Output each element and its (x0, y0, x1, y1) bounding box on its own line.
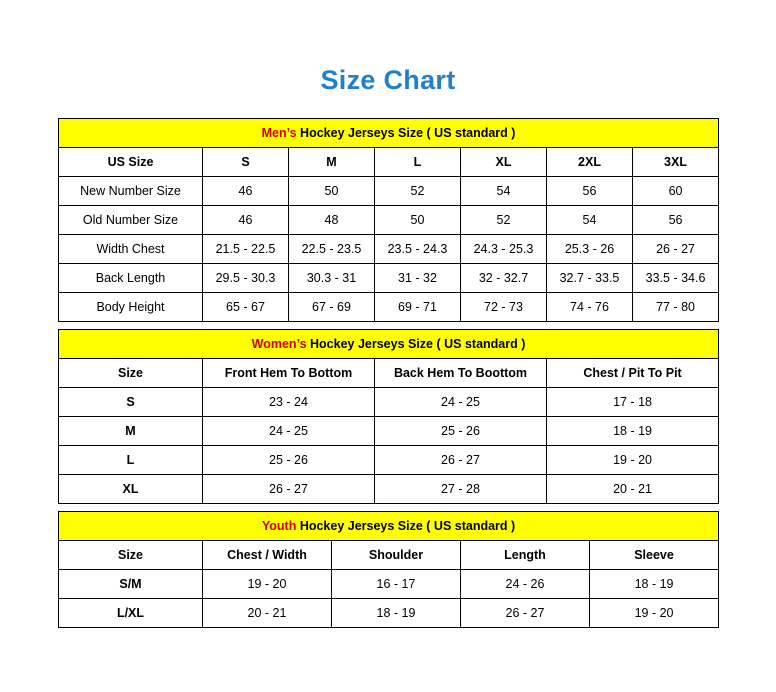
table-cell: 25 - 26 (375, 417, 547, 446)
youth-col-header: Chest / Width (203, 541, 332, 570)
youth-col-header: Shoulder (332, 541, 461, 570)
table-cell: 74 - 76 (547, 293, 633, 322)
youth-banner-rest: Hockey Jerseys Size ( US standard ) (296, 519, 516, 533)
womens-banner-rest: Hockey Jerseys Size ( US standard ) (306, 337, 526, 351)
table-cell: 26 - 27 (633, 235, 719, 264)
table-cell: 25 - 26 (203, 446, 375, 475)
row-label: Back Length (59, 264, 203, 293)
table-row (59, 446, 719, 475)
size-label: M (59, 417, 203, 446)
youth-col-header: Size (59, 541, 203, 570)
table-cell: 19 - 20 (203, 570, 332, 599)
womens-banner-highlight: Women’s (251, 337, 307, 351)
page-title: Size Chart (320, 65, 456, 95)
table-cell: 26 - 27 (203, 475, 375, 504)
mens-col-header: M (289, 148, 375, 177)
table-cell: 19 - 20 (590, 599, 719, 628)
table-cell: 56 (547, 177, 633, 206)
table-cell: 50 (289, 177, 375, 206)
youth-size-table (58, 511, 719, 628)
mens-banner-highlight: Men’s (261, 126, 297, 140)
table-cell: 24 - 25 (203, 417, 375, 446)
table-row (59, 570, 719, 599)
table-cell: 67 - 69 (289, 293, 375, 322)
table-cell: 16 - 17 (332, 570, 461, 599)
mens-header-row (59, 148, 719, 177)
table-cell: 32 - 32.7 (461, 264, 547, 293)
table-cell: 22.5 - 23.5 (289, 235, 375, 264)
womens-banner-row (59, 330, 719, 359)
table-cell: 24 - 26 (461, 570, 590, 599)
womens-col-header: Front Hem To Bottom (203, 359, 375, 388)
mens-col-header: 2XL (547, 148, 633, 177)
womens-header-row (59, 359, 719, 388)
mens-banner-row (59, 119, 719, 148)
table-cell: 50 (375, 206, 461, 235)
table-cell: 54 (547, 206, 633, 235)
youth-banner-highlight: Youth (261, 519, 297, 533)
table-cell: 26 - 27 (375, 446, 547, 475)
table-cell: 23.5 - 24.3 (375, 235, 461, 264)
table-cell: 52 (461, 206, 547, 235)
mens-col-header: XL (461, 148, 547, 177)
womens-col-header: Chest / Pit To Pit (547, 359, 719, 388)
size-label: S/M (59, 570, 203, 599)
size-label: XL (59, 475, 203, 504)
table-cell: 18 - 19 (332, 599, 461, 628)
womens-size-table (58, 329, 719, 504)
mens-col-header: L (375, 148, 461, 177)
youth-col-header: Sleeve (590, 541, 719, 570)
table-cell: 20 - 21 (547, 475, 719, 504)
youth-header-row (59, 541, 719, 570)
mens-banner-rest: Hockey Jerseys Size ( US standard ) (296, 126, 516, 140)
table-row (59, 206, 719, 235)
table-cell: 20 - 21 (203, 599, 332, 628)
table-cell: 18 - 19 (547, 417, 719, 446)
table-cell: 25.3 - 26 (547, 235, 633, 264)
table-cell: 69 - 71 (375, 293, 461, 322)
table-cell: 30.3 - 31 (289, 264, 375, 293)
table-cell: 27 - 28 (375, 475, 547, 504)
table-row (59, 599, 719, 628)
table-cell: 17 - 18 (547, 388, 719, 417)
size-chart-tables (58, 118, 718, 628)
mens-col-header: S (203, 148, 289, 177)
youth-banner (59, 512, 719, 541)
table-cell: 65 - 67 (203, 293, 289, 322)
row-label: New Number Size (59, 177, 203, 206)
table-row (59, 388, 719, 417)
table-row (59, 475, 719, 504)
table-cell: 23 - 24 (203, 388, 375, 417)
table-cell: 77 - 80 (633, 293, 719, 322)
table-cell: 46 (203, 177, 289, 206)
mens-col-header: 3XL (633, 148, 719, 177)
womens-col-header: Size (59, 359, 203, 388)
size-label: L (59, 446, 203, 475)
table-cell: 19 - 20 (547, 446, 719, 475)
size-label: S (59, 388, 203, 417)
table-cell: 18 - 19 (590, 570, 719, 599)
row-label: Old Number Size (59, 206, 203, 235)
mens-banner (59, 119, 719, 148)
table-cell: 46 (203, 206, 289, 235)
mens-col-header: US Size (59, 148, 203, 177)
table-cell: 32.7 - 33.5 (547, 264, 633, 293)
table-cell: 24.3 - 25.3 (461, 235, 547, 264)
table-row (59, 264, 719, 293)
table-cell: 52 (375, 177, 461, 206)
row-label: Body Height (59, 293, 203, 322)
table-row (59, 417, 719, 446)
size-label: L/XL (59, 599, 203, 628)
table-row (59, 177, 719, 206)
table-cell: 31 - 32 (375, 264, 461, 293)
womens-col-header: Back Hem To Boottom (375, 359, 547, 388)
table-cell: 29.5 - 30.3 (203, 264, 289, 293)
table-cell: 54 (461, 177, 547, 206)
mens-size-table (58, 118, 719, 322)
table-cell: 33.5 - 34.6 (633, 264, 719, 293)
youth-col-header: Length (461, 541, 590, 570)
table-cell: 24 - 25 (375, 388, 547, 417)
table-cell: 21.5 - 22.5 (203, 235, 289, 264)
table-cell: 60 (633, 177, 719, 206)
table-row (59, 235, 719, 264)
youth-banner-row (59, 512, 719, 541)
table-row (59, 293, 719, 322)
table-cell: 56 (633, 206, 719, 235)
table-cell: 72 - 73 (461, 293, 547, 322)
womens-banner (59, 330, 719, 359)
table-cell: 26 - 27 (461, 599, 590, 628)
table-cell: 48 (289, 206, 375, 235)
row-label: Width Chest (59, 235, 203, 264)
